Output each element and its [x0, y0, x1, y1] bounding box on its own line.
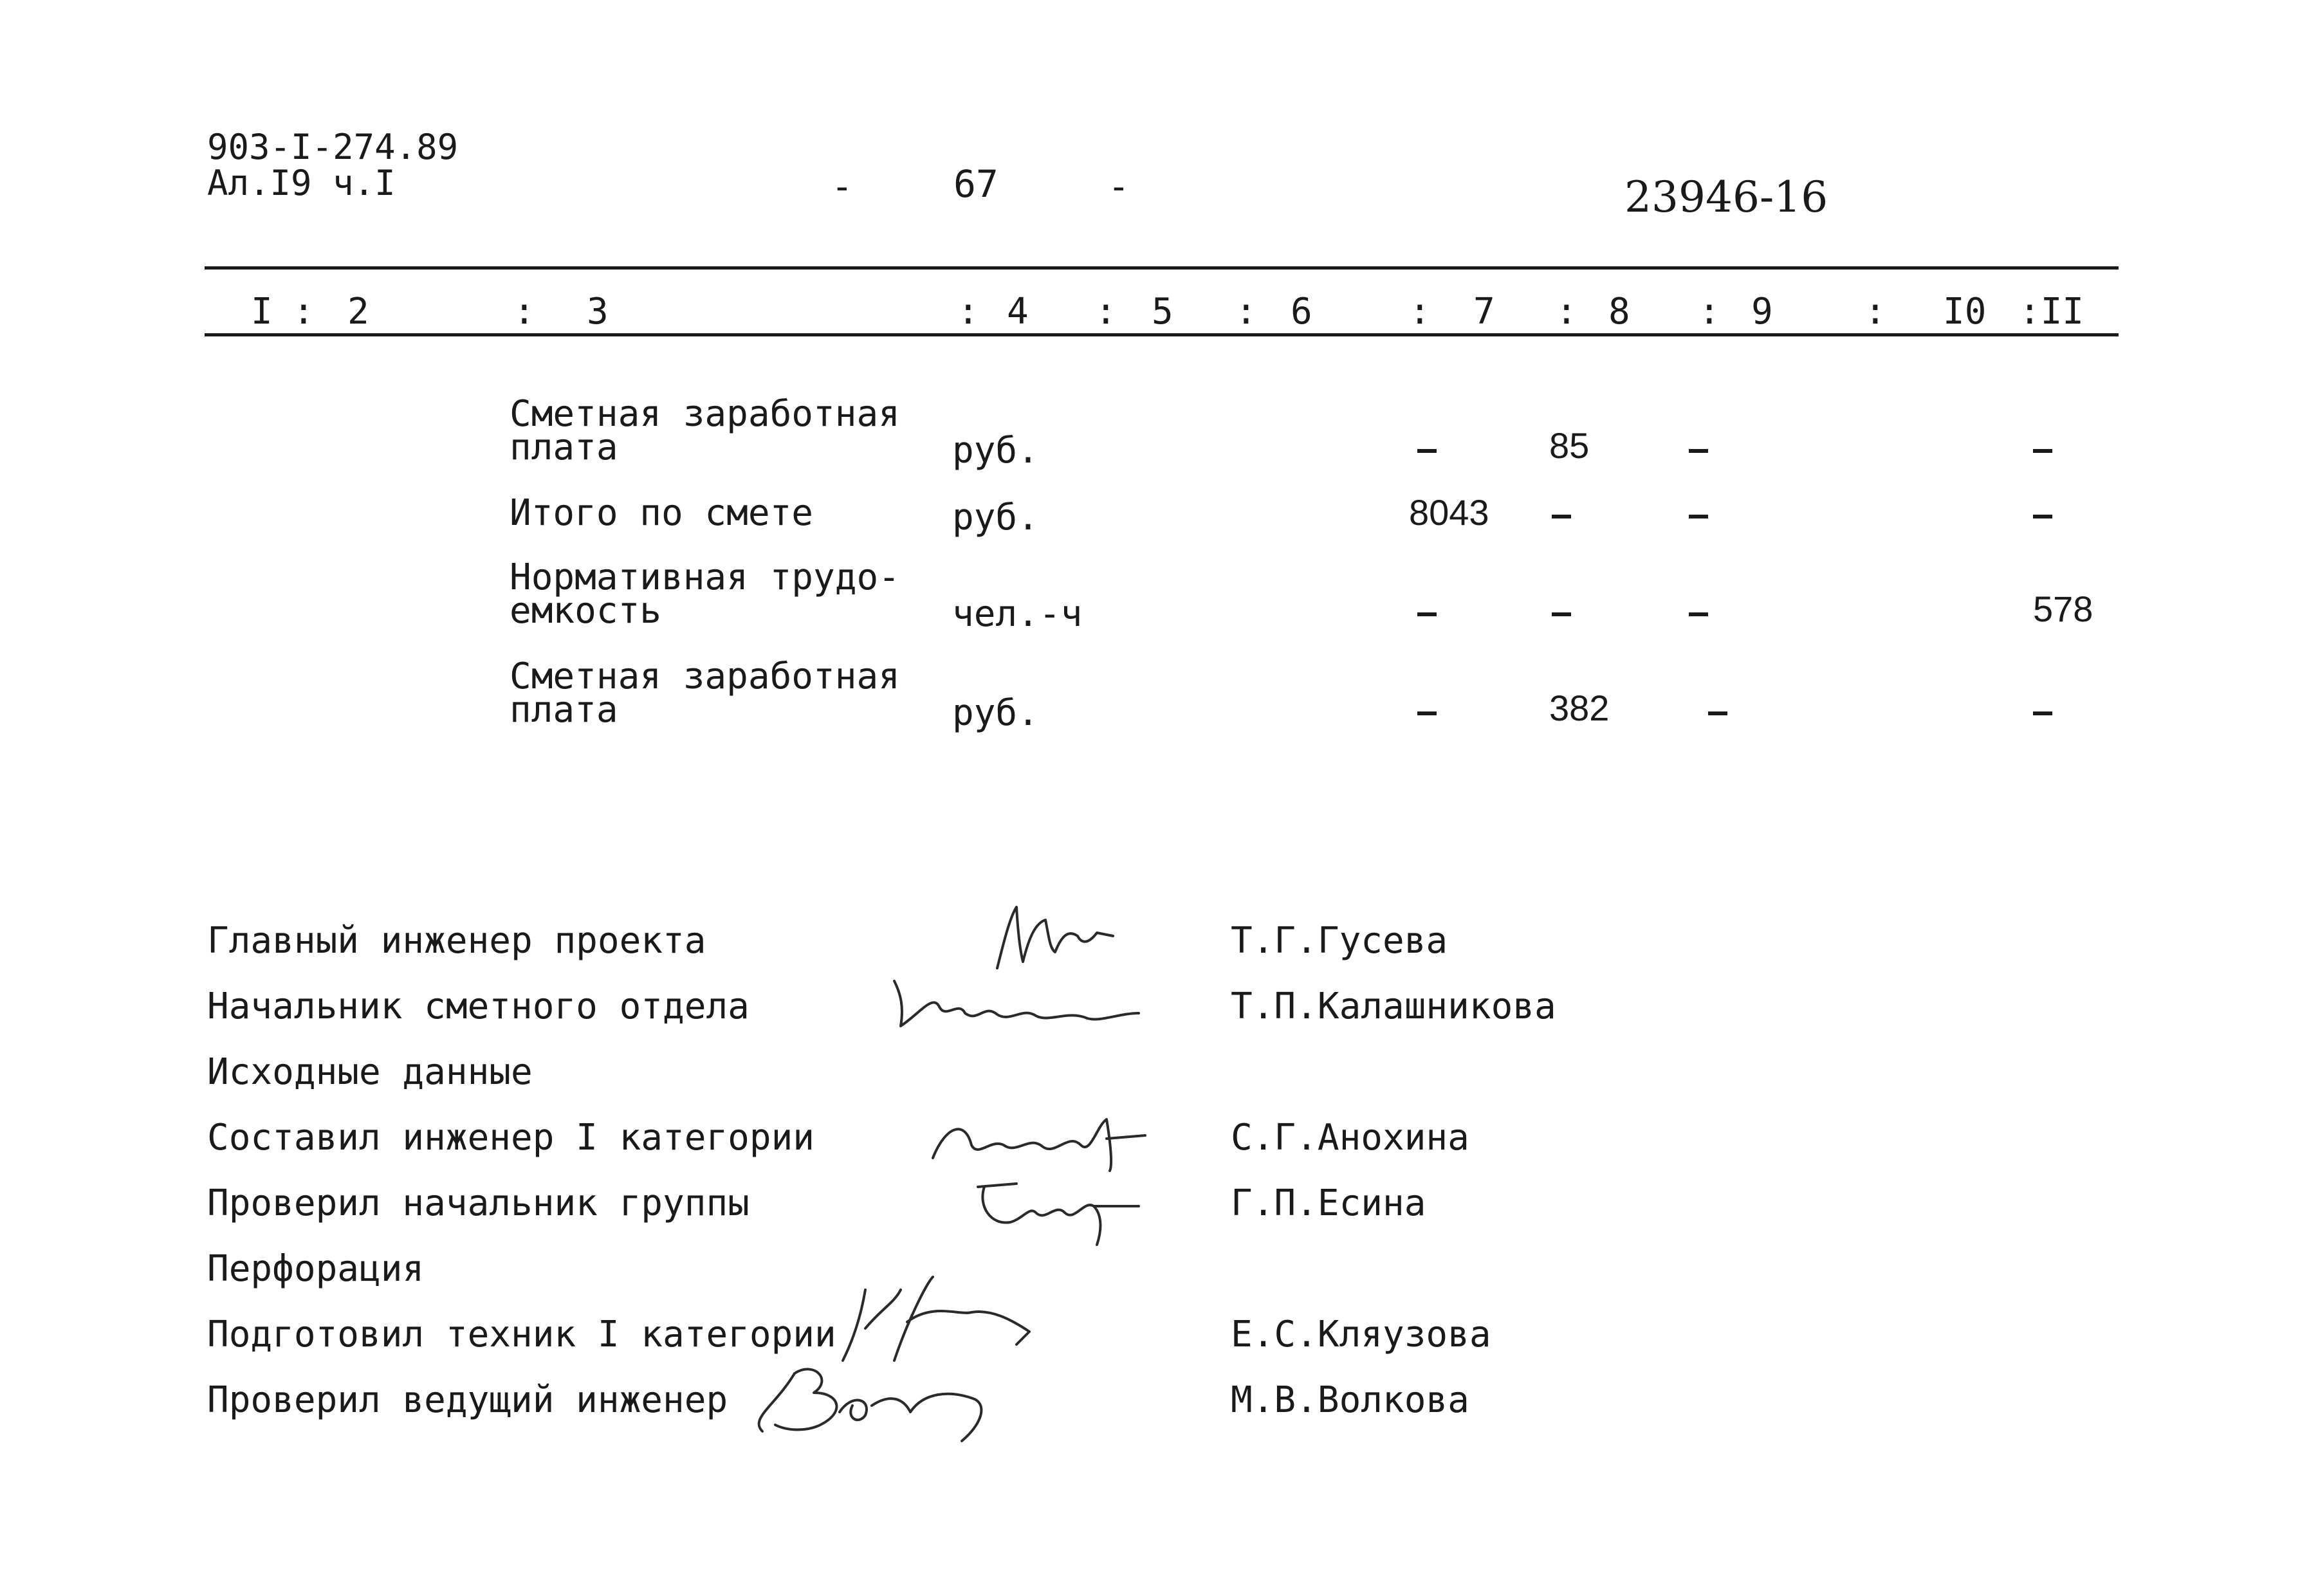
row-label-line: емкость	[510, 590, 662, 632]
row-c7-dash	[1417, 612, 1437, 616]
row-unit: руб.	[952, 497, 1039, 538]
col-number-6: 6	[1291, 291, 1312, 333]
col-number-10: I0	[1943, 291, 1987, 333]
row-c8-dash	[1552, 515, 1571, 518]
row-c11-value: 578	[2033, 589, 2093, 629]
signature-name: Т.Г.Гусева	[1231, 920, 1448, 962]
signature-name: Г.П.Есина	[1231, 1182, 1426, 1224]
row-c11-dash	[2033, 449, 2052, 453]
col-number-1: I	[251, 291, 273, 333]
signature-role: Проверил начальник группы	[207, 1182, 750, 1224]
row-label-line: Сметная заработная	[510, 656, 900, 697]
signature-kalashnikova	[881, 968, 1152, 1039]
signature-name: С.Г.Анохина	[1231, 1117, 1469, 1159]
row-unit: руб.	[952, 692, 1039, 734]
inventory-number: 23946-16	[1624, 172, 1828, 222]
sheet-label: Ал.I9 ч.I	[207, 163, 396, 203]
row-unit: чел.-ч	[952, 593, 1083, 635]
row-c9-dash	[1689, 515, 1708, 518]
row-label-line: плата	[510, 427, 618, 468]
signature-role: Исходные данные	[207, 1051, 533, 1093]
signature-role: Подготовил техник I категории	[207, 1314, 836, 1355]
signature-role: Главный инженер проекта	[207, 920, 706, 962]
col-separator: :	[1864, 291, 1886, 333]
row-label-line: Нормативная трудо-	[510, 556, 900, 598]
col-number-9: 9	[1751, 291, 1773, 333]
signature-role: Начальник сметного отдела	[207, 986, 750, 1027]
signature-role: Составил инженер I категории	[207, 1117, 815, 1159]
row-c11-dash	[2033, 711, 2052, 715]
row-label-line: плата	[510, 689, 618, 731]
signature-role: Проверил ведущий инженер	[207, 1379, 728, 1421]
col-separator: :	[1556, 291, 1578, 333]
row-c8-value: 382	[1549, 688, 1610, 728]
col-separator: :	[293, 291, 315, 333]
row-c8-dash	[1552, 612, 1571, 616]
col-separator: :	[1409, 291, 1431, 333]
row-c7-dash	[1417, 711, 1437, 715]
col-separator: :	[957, 291, 979, 333]
col-number-3: 3	[587, 291, 609, 333]
table-header-rule	[205, 333, 2119, 336]
row-c8-value: 85	[1549, 425, 1590, 466]
row-c9-dash	[1689, 612, 1708, 616]
col-number-11: :II	[2019, 291, 2084, 333]
col-number-5: 5	[1152, 291, 1173, 333]
col-number-2: 2	[347, 291, 369, 333]
col-separator: :	[1235, 291, 1257, 333]
row-c9-dash	[1689, 449, 1708, 453]
signature-name: Т.П.Калашникова	[1231, 986, 1556, 1027]
row-label-line: Итого по смете	[510, 492, 814, 534]
row-c9-dash	[1708, 711, 1727, 715]
signature-name: Е.С.Кляузова	[1231, 1314, 1491, 1355]
col-number-7: 7	[1473, 291, 1495, 333]
col-separator: :	[1698, 291, 1720, 333]
col-number-4: 4	[1007, 291, 1029, 333]
table-top-rule	[205, 266, 2119, 270]
signature-name: М.В.Волкова	[1231, 1379, 1469, 1421]
col-number-8: 8	[1608, 291, 1630, 333]
signature-esina	[965, 1168, 1158, 1251]
signature-volkova	[737, 1354, 1020, 1451]
signature-role: Перфорация	[207, 1248, 425, 1290]
row-c7-dash	[1417, 449, 1437, 453]
signature-anokhina	[926, 1106, 1158, 1171]
col-separator: :	[513, 291, 535, 333]
row-c7-value: 8043	[1409, 492, 1489, 533]
row-c11-dash	[2033, 515, 2052, 518]
row-unit: руб.	[952, 430, 1039, 472]
page-number: 67	[953, 162, 998, 206]
row-label-line: Сметная заработная	[510, 393, 900, 435]
document-code: 903-I-274.89	[207, 127, 459, 167]
signature-klyauzova	[830, 1270, 1049, 1367]
page-dash-right: -	[1108, 166, 1130, 208]
col-separator: :	[1095, 291, 1117, 333]
page-dash-left: -	[831, 166, 853, 208]
